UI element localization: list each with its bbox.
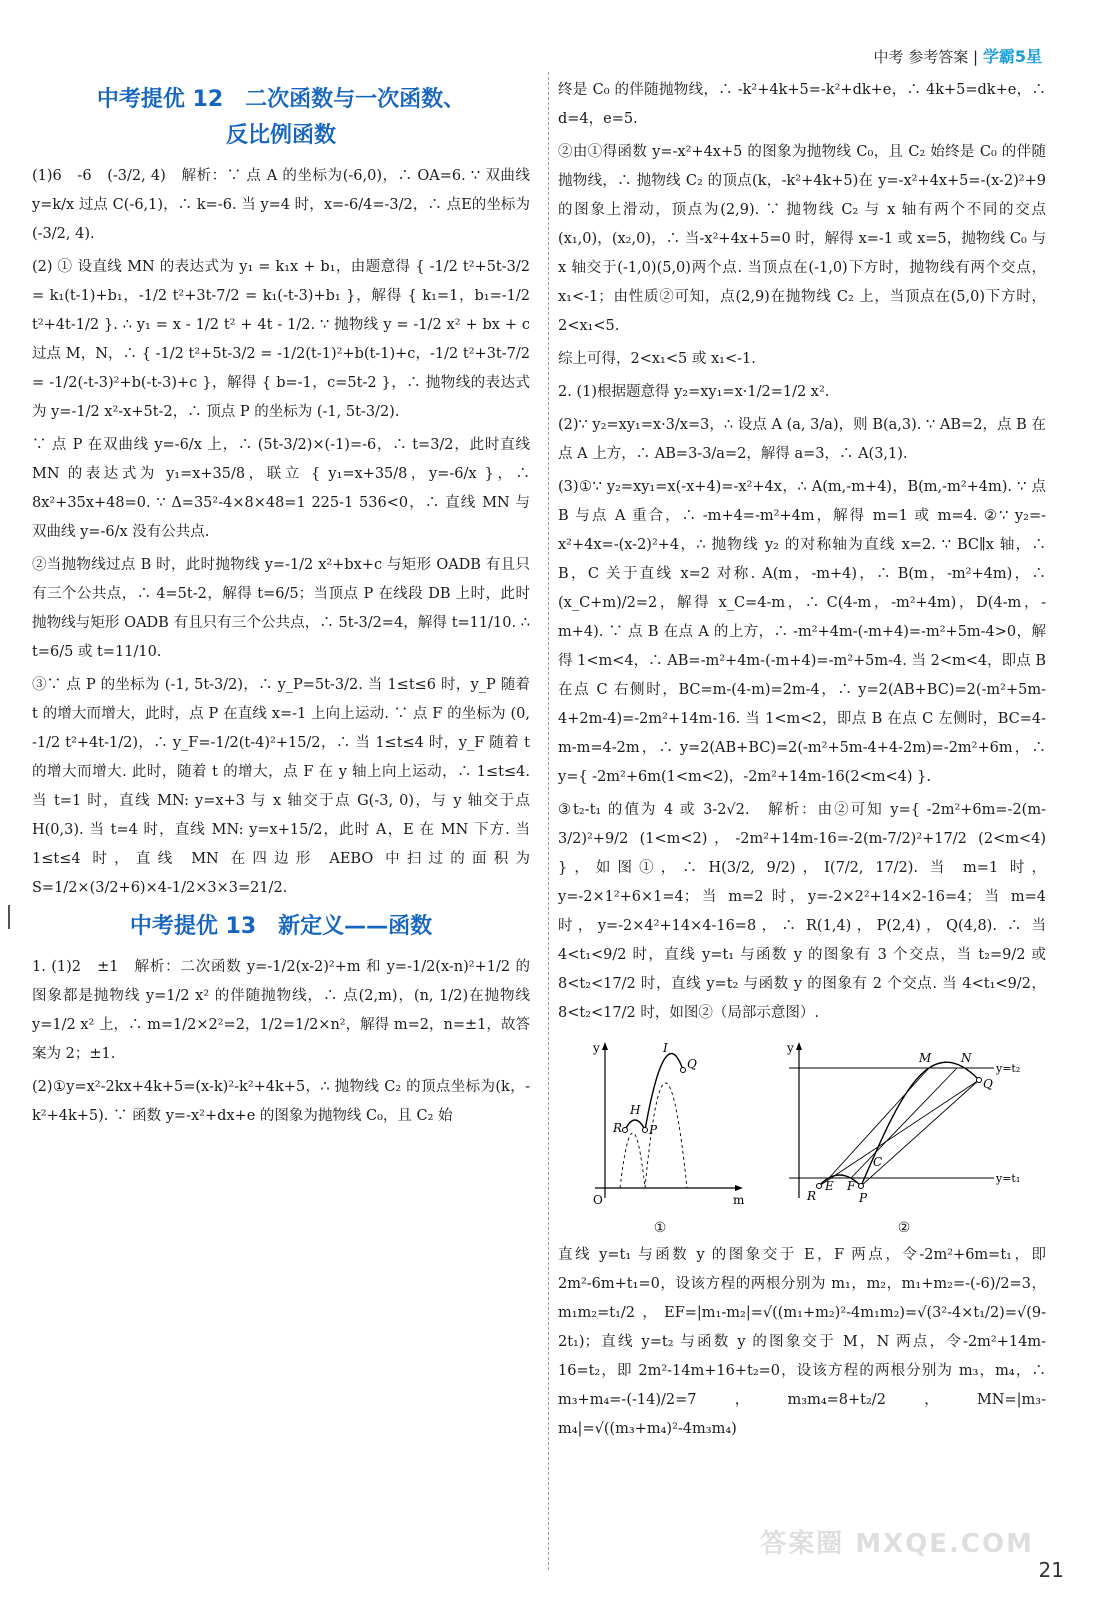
- figure-1-point-Q: Q: [687, 1057, 697, 1071]
- figure-1-label: ①: [653, 1220, 667, 1236]
- figure-1-graph: [575, 1038, 745, 1208]
- figure-2-graph: [779, 1038, 1029, 1208]
- figure-2: [779, 1038, 1029, 1237]
- answer-paragraph: ③t₂-t₁ 的值为 4 或 3-2√2. 解析：由②可知 y={ -2m²+6m=-2(m-3/2)²+9/2 (1<m<2)，-2m²+14m-16=-2(m-7/2)²+17/2 (2<m<4) }，如图①，∴ H(3/2, 9/2)，I(7/2, 17/2). 当 m=1 时，y=-2×1²+6×1=4；当 m=2 时，y=-2×2²+14×2-16=4；当 m=4 时，y=-2×4²+14×4-16=8，∴ R(1,4)，P(2,4)，Q(4,8). ∴ 当 4<t₁<9/2 时，直线 y=t₁ 与函数 y 的图象有 3 个交点，当 t₂=9/2 或 8<t₂<17/2 时，直线 y=t₂ 与函数 y 的图象有 2 个交点. 当 4<t₁<9/2，8<t₂<17/2 时，如图②（局部示意图）.: [558, 802, 1051, 1021]
- figure-row: [558, 1038, 1046, 1237]
- figure-1-point-H: H: [630, 1103, 641, 1117]
- figure-2-label: ②: [897, 1220, 911, 1236]
- header-section: 参考答案: [908, 48, 969, 66]
- column-divider: [548, 72, 550, 1570]
- section-title-13: 中考提优 13 新定义——函数: [129, 914, 433, 939]
- figure-2-point-N: N: [961, 1051, 972, 1065]
- header-category: 中考: [873, 48, 904, 66]
- figure-2-t1-label: y=t₁: [996, 1172, 1021, 1185]
- figure-2-point-R: R: [807, 1189, 817, 1203]
- page-header: [0, 0, 1104, 72]
- figure-1-point-P: P: [649, 1123, 658, 1137]
- figure-2-point-C: C: [873, 1155, 883, 1169]
- answer-paragraph: (2)∵ y₂=xy₁=x·3/x=3，∴ 设点 A (a, 3/a)，则 B(a,3). ∵ AB=2，点 B 在点 A 上方，∴ AB=3-3/a=2，解得 a=3，∴ A(3,1).: [558, 417, 1046, 462]
- answer-paragraph: ②当抛物线过点 B 时，此时抛物线 y=-1/2 x²+bx+c 与矩形 OADB 有且只有三个公共点，∴ 4=5t-2，解得 t=6/5；当顶点 P 在线段 DB 上时，此时抛物线与矩形 OADB 有且只有三个公共点，∴ 5t-3/2=4，解得 t=11/10. ∴ t=6/5 或 t=11/10.: [32, 557, 535, 660]
- figure-2-t2-label: y=t₂: [996, 1062, 1021, 1075]
- figure-1-point-I: I: [663, 1041, 668, 1055]
- answer-paragraph: 直线 y=t₁ 与函数 y 的图象交于 E，F 两点，令-2m²+6m=t₁，即 2m²-6m+t₁=0，设该方程的两根分别为 m₁，m₂，m₁+m₂=-(-6)/2=3，m₁m₂=t₁/2，EF=|m₁-m₂|=√((m₁+m₂)²-4m₁m₂)=√(3²-4×t₁/2)=√(9-2t₁)；直线 y=t₂ 与函数 y 的图象交于 M，N 两点，令-2m²+14m-16=t₂，即 2m²-14m+16+t₂=0，设该方程的两根分别为 m₃，m₄，∴ m₃+m₄=-(-14)/2=7，m₃m₄=8+t₂/2，MN=|m₃-m₄|=√((m₃+m₄)²-4m₃m₄): [558, 1247, 1051, 1437]
- figure-2-point-M: M: [919, 1051, 932, 1065]
- answer-paragraph: 综上可得，2<x₁<5 或 x₁<-1.: [558, 351, 756, 367]
- answer-paragraph: (1)6 -6 (-3/2, 4) 解析：∵ 点 A 的坐标为(-6,0)，∴ OA=6. ∵ 双曲线 y=k/x 过点 C(-6,1)，∴ k=-6. 当 y=4 时，x=-6/4=-3/2，∴ 点E的坐标为(-3/2, 4).: [32, 168, 535, 242]
- header-brand: 学霸5星: [982, 47, 1042, 66]
- left-column: [32, 76, 535, 1560]
- section-title-12-line2: 反比例函数: [225, 123, 336, 148]
- figure-2-point-F: F: [847, 1179, 856, 1193]
- answer-paragraph: 终是 C₀ 的伴随抛物线，∴ -k²+4k+5=-k²+dk+e，∴ 4k+5=dk+e，∴ d=4，e=5.: [558, 82, 1051, 127]
- figure-2-y-label: y: [787, 1041, 794, 1055]
- answer-paragraph: ②由①得函数 y=-x²+4x+5 的图象为抛物线 C₀，且 C₂ 始终是 C₀ 的伴随抛物线，∴ 抛物线 C₂ 的顶点(k，-k²+4k+5)在 y=-x²+4x+5=-(x-2)²+9 的图象上滑动，顶点为(2,9). ∵ 抛物线 C₂ 与 x 轴有两个不同的交点(x₁,0)，(x₂,0)，∴ 当-x²+4x+5=0 时，解得 x=-1 或 x=5，抛物线 C₀ 与 x 轴交于(-1,0)(5,0)两个点. 当顶点在(-1,0)下方时，抛物线有两个交点，x₁<-1；由性质②可知，点(2,9)在抛物线 C₂ 上，当顶点在(5,0)下方时，2<x₁<5.: [558, 144, 1051, 334]
- figure-1-y-label: y: [593, 1041, 600, 1055]
- answer-paragraph: (2) ① 设直线 MN 的表达式为 y₁ = k₁x + b₁，由题意得 { -1/2 t²+5t-3/2 = k₁(t-1)+b₁，-1/2 t²+3t-7/2 = k₁(-t-3)+b₁ }，解得 { k₁=1，b₁=-1/2 t²+4t-1/2 }. ∴ y₁ = x - 1/2 t² + 4t - 1/2. ∵ 抛物线 y = -1/2 x² + bx + c 过点 M，N，∴ { -1/2 t²+5t-3/2 = -1/2(t-1)²+b(t-1)+c，-1/2 t²+3t-7/2 = -1/2(-t-3)²+b(-t-3)+c }，解得 { b=-1，c=5t-2 }，∴ 抛物线的表达式为 y=-1/2 x²-x+5t-2，∴ 顶点 P 的坐标为 (-1, 5t-3/2).: [32, 259, 535, 420]
- margin-mark: [8, 905, 10, 929]
- watermark: 答案圈 MXQE.COM: [760, 1529, 1034, 1559]
- figure-1-x-label: m: [733, 1193, 745, 1207]
- figure-1-point-R: R: [613, 1121, 623, 1135]
- section-title-12: [32, 82, 530, 154]
- answer-paragraph: (3)①∵ y₂=xy₁=x(-x+4)=-x²+4x，∴ A(m,-m+4)，B(m,-m²+4m). ∵ 点 B 与点 A 重合，∴ -m+4=-m²+4m，解得 m=1 或 m=4. ②∵ y₂=-x²+4x=-(x-2)²+4，∴ 抛物线 y₂ 的对称轴为直线 x=2. ∵ BC∥x 轴，∴ B，C 关于直线 x=2 对称. A(m，-m+4)，∴ B(m，-m²+4m)，∴ (x_C+m)/2=2，解得 x_C=4-m，∴ C(4-m，-m²+4m)，D(4-m，-m+4). ∵ 点 B 在点 A 的上方，∴ -m²+4m-(-m+4)=-m²+5m-4>0，解得 1<m<4，∴ AB=-m²+4m-(-m+4)=-m²+5m-4. 当 2<m<4，即点 B 在点 C 右侧时，BC=m-(4-m)=2m-4，∴ y=2(AB+BC)=2(-m²+5m-4+2m-4)=-2m²+14m-16. 当 1<m<2，即点 B 在点 C 左侧时，BC=4-m-m=4-2m，∴ y=2(AB+BC)=2(-m²+5m-4+4-2m)=-2m²+6m，∴ y={ -2m²+6m(1<m<2)，-2m²+14m-16(2<m<4) }.: [558, 479, 1051, 785]
- figure-2-point-E: E: [825, 1179, 834, 1193]
- figure-2-point-P: P: [859, 1191, 868, 1205]
- answer-paragraph: ③∵ 点 P 的坐标为 (-1, 5t-3/2)，∴ y_P=5t-3/2. 当 1≤t≤6 时，y_P 随着 t 的增大而增大，此时，点 P 在直线 x=-1 上向上运动. ∵ 点 F 的坐标为 (0, -1/2 t²+4t-1/2)，∴ y_F=-1/2(t-4)²+15/2，∴ 当 1≤t≤4 时，y_F 随着 t 的增大而增大. 此时，随着 t 的增大，点 F 在 y 轴上向上运动，∴ 1≤t≤4. 当 t=1 时，直线 MN: y=x+3 与 x 轴交于点 G(-3, 0)，与 y 轴交于点 H(0,3). 当 t=4 时，直线 MN: y=x+15/2，此时 A，E 在 MN 下方. 当 1≤t≤4 时，直线 MN 在四边形 AEBO 中扫过的面积为 S=1/2×(3/2+6)×4-1/2×3×3=21/2.: [32, 677, 535, 896]
- figure-2-point-Q: Q: [983, 1077, 993, 1091]
- header-text: 中考 参考答案 | 学霸5星: [873, 47, 1042, 66]
- figure-1-origin-label: O: [593, 1193, 603, 1207]
- page-number: 21: [1038, 1558, 1064, 1582]
- section-title-12-line1: 中考提优 12 二次函数与一次函数、: [96, 87, 466, 112]
- answer-paragraph: 2. (1)根据题意得 y₂=xy₁=x·1/2=1/2 x².: [558, 384, 830, 400]
- answer-paragraph: (2)①y=x²-2kx+4k+5=(x-k)²-k²+4k+5，∴ 抛物线 C₂ 的顶点坐标为(k，-k²+4k+5). ∵ 函数 y=-x²+dx+e 的图象为抛物线 C₀，且 C₂ 始: [32, 1079, 530, 1124]
- right-column: [558, 76, 1051, 1560]
- answer-paragraph: ∵ 点 P 在双曲线 y=-6/x 上，∴ (5t-3/2)×(-1)=-6，∴ t=3/2，此时直线 MN 的表达式为 y₁=x+35/8，联立 { y₁=x+35/8，y=-6/x }，∴ 8x²+35x+48=0. ∵ Δ=35²-4×8×48=1 225-1 536<0，∴ 直线 MN 与双曲线 y=-6/x 没有公共点.: [32, 437, 535, 540]
- answer-paragraph: 1. (1)2 ±1 解析：二次函数 y=-1/2(x-2)²+m 和 y=-1/2(x-n)²+1/2 的图象都是抛物线 y=1/2 x² 的伴随抛物线，∴ 点(2,m)，(n, 1/2)在抛物线 y=1/2 x² 上，∴ m=1/2×2²=2，1/2=1/2×n²，解得 m=2，n=±1，故答案为 2；±1.: [32, 959, 535, 1062]
- figure-1: [575, 1038, 745, 1237]
